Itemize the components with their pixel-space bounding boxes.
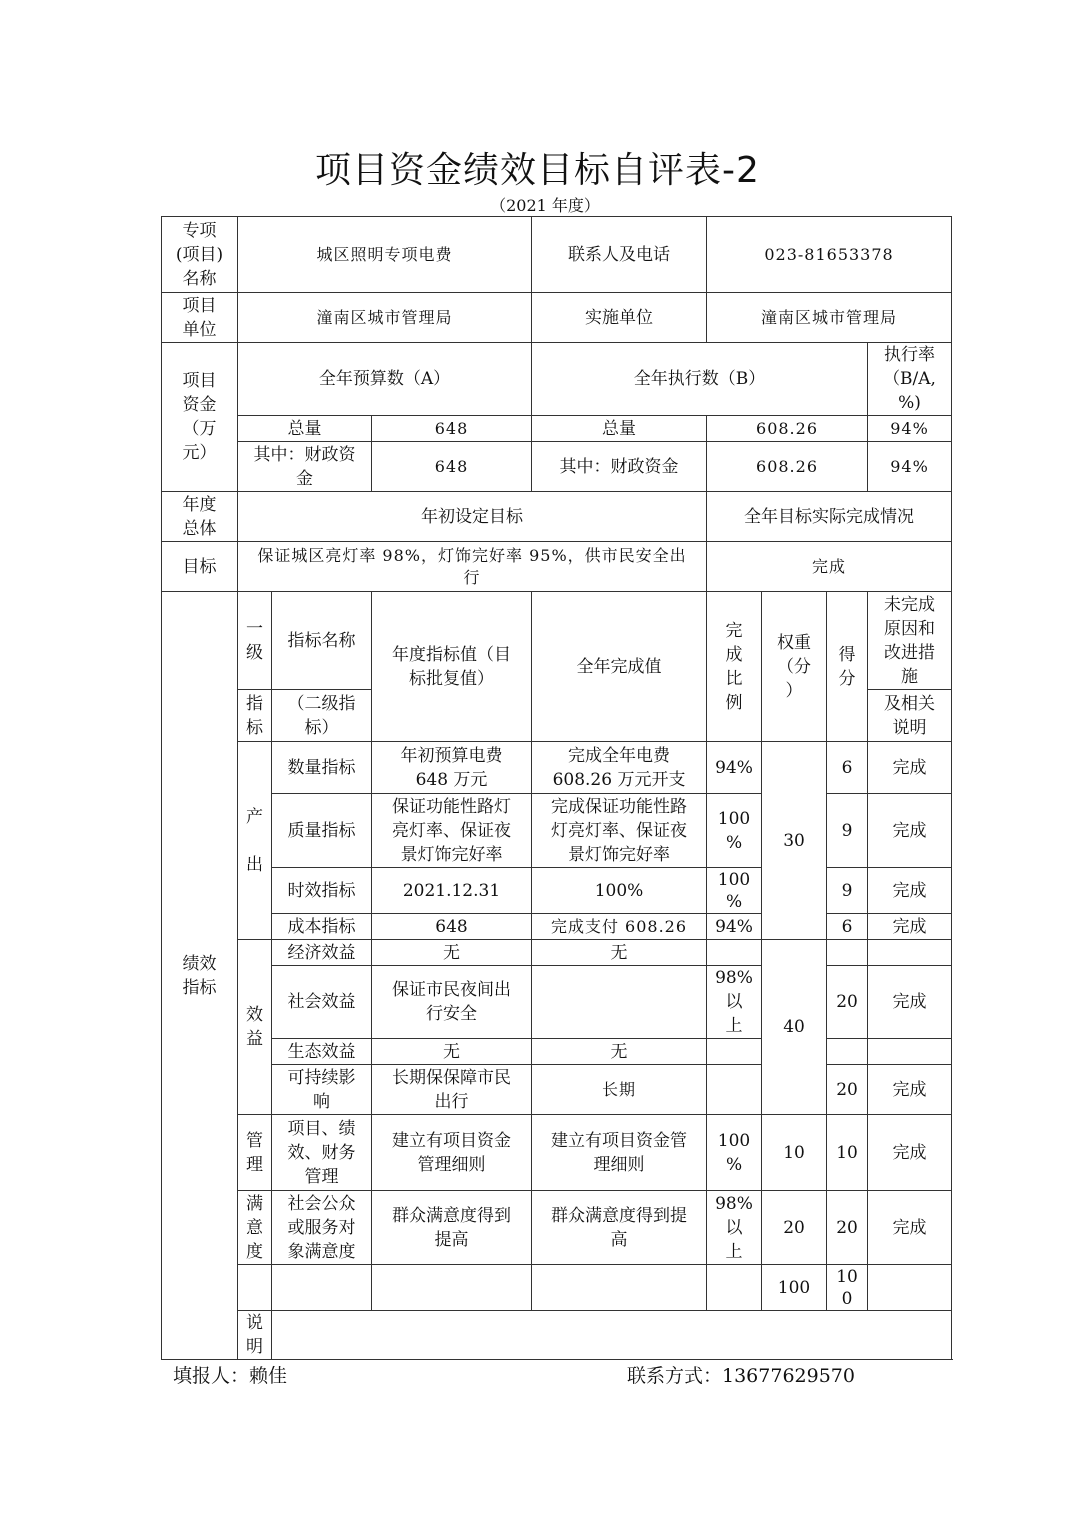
indicator-name: 数量指标 <box>272 742 372 794</box>
header-reason-bottom: 及相关 说明 <box>868 690 952 742</box>
indicator-reason: 完成 <box>868 1115 952 1191</box>
indicator-score: 20 <box>827 966 868 1039</box>
rate-header: 执行率 （B/A, %) <box>868 343 952 416</box>
indicators-section-label: 绩效 指标 <box>162 592 238 1360</box>
goal-set-value: 保证城区亮灯率 98%，灯饰完好率 95%，供市民安全出 行 <box>238 542 707 592</box>
header-target: 年度指标值（目 标批复值） <box>372 592 532 742</box>
total-exec-label: 总量 <box>532 416 707 442</box>
header-reason-top: 未完成 原因和 改进措 施 <box>868 592 952 690</box>
indicator-actual: 长期 <box>532 1065 707 1115</box>
funds-label: 项目 资金 （万 元） <box>162 343 238 492</box>
indicator-target: 保证功能性路灯 亮灯率、保证夜 景灯饰完好率 <box>372 794 532 868</box>
indicator-reason: 完成 <box>868 1065 952 1115</box>
project-unit-label: 项目 单位 <box>162 293 238 343</box>
indicator-ratio <box>707 1065 762 1115</box>
indicator-actual <box>532 966 707 1039</box>
indicator-reason: 完成 <box>868 742 952 794</box>
indicator-reason: 完成 <box>868 794 952 868</box>
indicator-actual: 无 <box>532 940 707 966</box>
indicator-score: 9 <box>827 794 868 868</box>
table-row <box>162 914 952 940</box>
fiscal-exec-label: 其中：财政资金 <box>532 442 707 492</box>
indicator-actual: 100% <box>532 868 707 914</box>
indicator-reason <box>868 940 952 966</box>
total-weight: 100 <box>762 1265 827 1311</box>
impl-unit-label: 实施单位 <box>532 293 707 343</box>
output-level-label: 产 出 <box>238 742 272 940</box>
indicator-target: 保证市民夜间出 行安全 <box>372 966 532 1039</box>
performance-table <box>161 216 952 1360</box>
mgmt-weight: 10 <box>762 1115 827 1191</box>
indicator-name: 生态效益 <box>272 1039 372 1065</box>
indicator-reason: 完成 <box>868 1191 952 1265</box>
table-row <box>162 794 952 868</box>
indicator-score <box>827 1039 868 1065</box>
year-subtitle: （2021 年度） <box>490 196 600 215</box>
goal-label-top: 年度 总体 <box>162 492 238 542</box>
benefit-weight: 40 <box>762 940 827 1115</box>
output-weight: 30 <box>762 742 827 940</box>
satis-level-label: 满 意 度 <box>238 1191 272 1265</box>
header-actual: 全年完成值 <box>532 592 707 742</box>
table-row <box>162 966 952 1039</box>
table-row <box>162 1191 952 1265</box>
indicator-ratio: 98% 以 上 <box>707 966 762 1039</box>
indicator-score: 6 <box>827 914 868 940</box>
indicator-ratio <box>707 940 762 966</box>
header-weight: 权重 （分 ） <box>762 592 827 742</box>
total-exec: 608.26 <box>707 416 868 442</box>
indicator-ratio: 98% 以 上 <box>707 1191 762 1265</box>
indicator-score: 6 <box>827 742 868 794</box>
note-value <box>272 1311 952 1360</box>
table-row <box>162 1115 952 1191</box>
mgmt-level-label: 管 理 <box>238 1115 272 1191</box>
satis-weight: 20 <box>762 1191 827 1265</box>
goal-actual-header: 全年目标实际完成情况 <box>707 492 952 542</box>
totals-row <box>162 1265 952 1311</box>
header-level1-bottom: 指 标 <box>238 690 272 742</box>
indicator-ratio: 94% <box>707 742 762 794</box>
indicator-name: 项目、绩 效、财务 管理 <box>272 1115 372 1191</box>
indicator-name: 可持续影 响 <box>272 1065 372 1115</box>
indicator-ratio: 100 % <box>707 794 762 868</box>
header-score: 得 分 <box>827 592 868 742</box>
project-unit-value: 潼南区城市管理局 <box>238 293 532 343</box>
indicator-score <box>827 940 868 966</box>
indicator-name: 社会公众 或服务对 象满意度 <box>272 1191 372 1265</box>
benefit-level-label: 效 益 <box>238 940 272 1115</box>
total-budget: 648 <box>372 416 532 442</box>
indicator-actual: 完成全年电费 608.26 万元开支 <box>532 742 707 794</box>
indicator-target: 无 <box>372 940 532 966</box>
indicator-score: 20 <box>827 1065 868 1115</box>
table-row <box>162 868 952 914</box>
budget-header: 全年预算数（A） <box>238 343 532 416</box>
indicator-score: 10 <box>827 1115 868 1191</box>
reporter: 填报人：赖佳 <box>173 1365 288 1387</box>
indicator-name: 经济效益 <box>272 940 372 966</box>
indicator-score: 20 <box>827 1191 868 1265</box>
indicator-name: 成本指标 <box>272 914 372 940</box>
header-ratio: 完 成 比 例 <box>707 592 762 742</box>
header-name-top: 指标名称 <box>272 592 372 690</box>
note-label: 说明 <box>238 1311 272 1360</box>
indicator-ratio: 94% <box>707 914 762 940</box>
impl-unit-value: 潼南区城市管理局 <box>707 293 952 343</box>
indicator-score: 9 <box>827 868 868 914</box>
indicator-actual: 无 <box>532 1039 707 1065</box>
indicator-name: 时效指标 <box>272 868 372 914</box>
indicator-actual: 建立有项目资金管 理细则 <box>532 1115 707 1191</box>
indicator-actual: 完成保证功能性路 灯亮灯率、保证夜 景灯饰完好率 <box>532 794 707 868</box>
indicator-target: 长期保保障市民 出行 <box>372 1065 532 1115</box>
table-row <box>162 742 952 794</box>
header-level1-top: 一 级 <box>238 592 272 690</box>
total-label: 总量 <box>238 416 372 442</box>
indicator-actual: 群众满意度得到提 高 <box>532 1191 707 1265</box>
indicator-reason: 完成 <box>868 914 952 940</box>
indicator-reason: 完成 <box>868 868 952 914</box>
contact-value: 023-81653378 <box>707 217 952 293</box>
header-name-bottom: （二级指 标） <box>272 690 372 742</box>
indicator-ratio <box>707 1039 762 1065</box>
contact-info: 联系方式：13677629570 <box>627 1365 855 1387</box>
table-row <box>162 1065 952 1115</box>
indicator-target: 年初预算电费 648 万元 <box>372 742 532 794</box>
indicator-target: 648 <box>372 914 532 940</box>
exec-header: 全年执行数（B） <box>532 343 868 416</box>
indicator-ratio: 100 % <box>707 1115 762 1191</box>
table-row <box>162 940 952 966</box>
project-name-label: 专项 (项目) 名称 <box>162 217 238 293</box>
fiscal-budget: 648 <box>372 442 532 492</box>
fiscal-label: 其中：财政资 金 <box>238 442 372 492</box>
indicator-target: 群众满意度得到 提高 <box>372 1191 532 1265</box>
page-title: 项目资金绩效目标自评表-2 <box>315 150 760 191</box>
indicator-reason: 完成 <box>868 966 952 1039</box>
note-row <box>162 1311 952 1360</box>
contact-label: 联系人及电话 <box>532 217 707 293</box>
indicator-ratio: 100 % <box>707 868 762 914</box>
indicator-name: 质量指标 <box>272 794 372 868</box>
indicator-reason <box>868 1039 952 1065</box>
indicator-actual: 完成支付 608.26 <box>532 914 707 940</box>
indicator-target: 无 <box>372 1039 532 1065</box>
table-row <box>162 1039 952 1065</box>
total-rate: 94% <box>868 416 952 442</box>
goal-actual-value: 完成 <box>707 542 952 592</box>
goal-set-header: 年初设定目标 <box>238 492 707 542</box>
total-score: 10 0 <box>827 1265 868 1311</box>
fiscal-exec: 608.26 <box>707 442 868 492</box>
project-name-value: 城区照明专项电费 <box>238 217 532 293</box>
indicator-target: 2021.12.31 <box>372 868 532 914</box>
indicator-name: 社会效益 <box>272 966 372 1039</box>
indicator-target: 建立有项目资金 管理细则 <box>372 1115 532 1191</box>
fiscal-rate: 94% <box>868 442 952 492</box>
goal-label-bottom: 目标 <box>162 542 238 592</box>
